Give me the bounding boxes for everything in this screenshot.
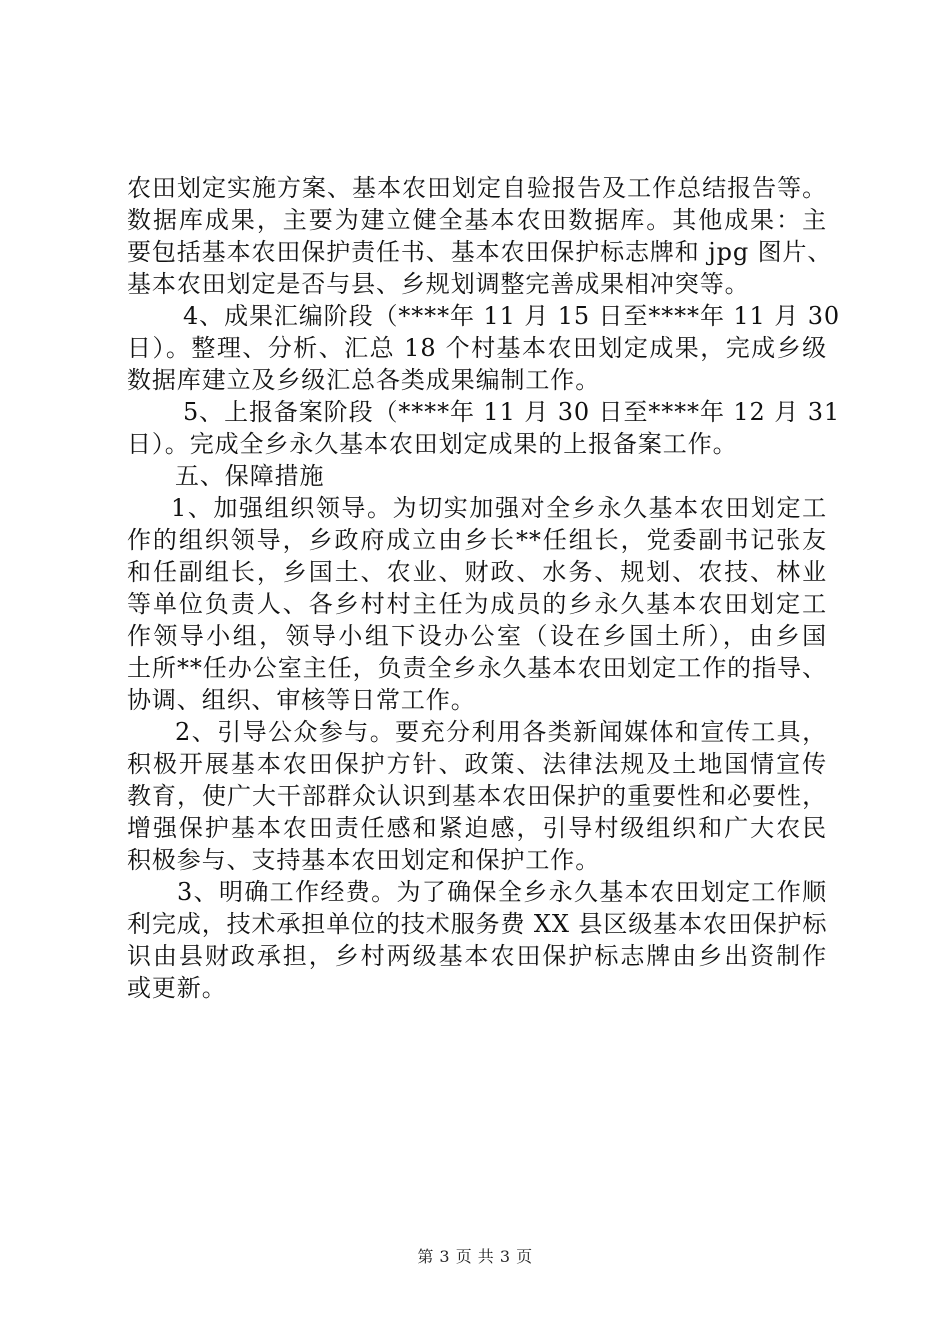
body-line: 日）。完成全乡永久基本农田划定成果的上报备案工作。: [127, 430, 738, 458]
body-line: 数据库成果，主要为建立健全基本农田数据库。其他成果：主: [127, 206, 827, 234]
body-line: 作领导小组，领导小组下设办公室（设在乡国土所），由乡国: [127, 622, 827, 650]
body-line: 基本农田划定是否与县、乡规划调整完善成果相冲突等。: [127, 270, 750, 298]
body-line: 要包括基本农田保护责任书、基本农田保护标志牌和 jpg 图片、: [127, 238, 833, 266]
page-number-footer: 第 3 页 共 3 页: [417, 1247, 533, 1266]
body-line: 教育，使广大干部群众认识到基本农田保护的重要性和必要性，: [127, 782, 827, 810]
body-line: 3、明确工作经费。为了确保全乡永久基本农田划定工作顺: [177, 878, 827, 906]
body-line: 协调、组织、审核等日常工作。: [127, 686, 476, 714]
body-line: 利完成，技术承担单位的技术服务费 XX 县区级基本农田保护标: [127, 910, 828, 938]
body-line: 积极参与、支持基本农田划定和保护工作。: [127, 846, 601, 874]
body-line: 土所**任办公室主任，负责全乡永久基本农田划定工作的指导、: [127, 654, 827, 682]
body-line: 增强保护基本农田责任感和紧迫感，引导村级组织和广大农民: [127, 814, 827, 842]
body-line: 作的组织领导，乡政府成立由乡长**任组长，党委副书记张友: [127, 526, 827, 554]
body-line: 等单位负责人、各乡村村主任为成员的乡永久基本农田划定工: [127, 590, 827, 618]
body-line: 日）。整理、分析、汇总 18 个村基本农田划定成果，完成乡级: [127, 334, 827, 362]
body-line: 积极开展基本农田保护方针、政策、法律法规及土地国情宣传: [127, 750, 827, 778]
body-line: 4、成果汇编阶段（****年 11 月 15 日至****年 11 月 30: [183, 302, 841, 330]
body-line: 识由县财政承担，乡村两级基本农田保护标志牌由乡出资制作: [127, 942, 827, 970]
body-line: 2、引导公众参与。要充分利用各类新闻媒体和宣传工具，: [175, 718, 827, 746]
body-line: 5、上报备案阶段（****年 11 月 30 日至****年 12 月 31: [183, 398, 841, 426]
body-line: 或更新。: [127, 974, 227, 1002]
body-line: 数据库建立及乡级汇总各类成果编制工作。: [127, 366, 601, 394]
section-heading: 五、保障措施: [175, 462, 325, 490]
body-line: 农田划定实施方案、基本农田划定自验报告及工作总结报告等。: [127, 174, 827, 202]
document-body: [127, 172, 841, 1004]
body-line: 1、加强组织领导。为切实加强对全乡永久基本农田划定工: [171, 494, 827, 522]
body-line: 和任副组长，乡国土、农业、财政、水务、规划、农技、林业: [127, 558, 827, 586]
